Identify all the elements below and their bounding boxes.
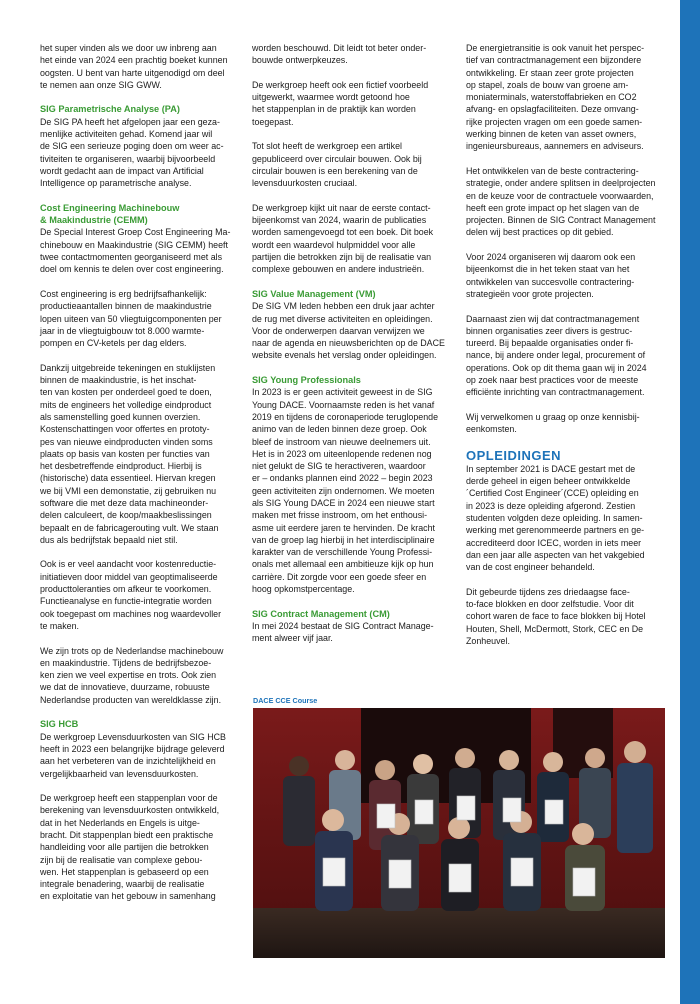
text-line: maken met frisse instroom, om het enthousi- bbox=[252, 510, 428, 521]
text-line: Dankzij uitgebreide tekeningen en stuklijsten bbox=[40, 362, 216, 373]
text-line: de SIG een serieuze poging doen om weer ac- bbox=[40, 141, 224, 152]
text-line: ten van kosten per onderdeel goed te doen, bbox=[40, 387, 212, 398]
text-line: en de keuze voor de contractuele voorwaarden, bbox=[466, 190, 654, 201]
text-line: dat in het Nederlands en Engels is uitge- bbox=[40, 817, 200, 828]
text-line: productieaantallen binnen de maakindustrie bbox=[40, 301, 212, 312]
text-line: mits de engineers het volledige eindproduct bbox=[40, 399, 212, 410]
text-line: asme uit eerdere jaren te hervinden. De kracht bbox=[252, 522, 436, 533]
paragraph bbox=[40, 558, 240, 632]
text-line: Voor 2024 organiseren wij daarom ook een bbox=[466, 252, 636, 263]
text-line: Ook is er veel aandacht voor kostenreductie- bbox=[40, 559, 217, 570]
text-line: animo van de leden binnen deze groep. Ook bbox=[252, 424, 427, 435]
page-edge-bar bbox=[680, 0, 700, 1004]
paragraph bbox=[252, 620, 452, 645]
text-line: Het ontwikkelen van de beste contractering- bbox=[466, 165, 639, 176]
section-heading-pa: SIG Parametrische Analyse (PA) bbox=[40, 104, 180, 115]
text-line: derde geheel in eigen beheer ontwikkelde bbox=[466, 476, 631, 487]
text-line: wen. Het stappenplan is gebaseerd op een bbox=[40, 866, 209, 877]
text-line: aan het verbeteren van de inzichtelijkheid en bbox=[40, 756, 216, 767]
text-line: pes van nieuwe eindproducten vinden soms bbox=[40, 436, 213, 447]
text-line: Tot slot heeft de werkgroep een artikel bbox=[252, 141, 402, 152]
text-line: afvang- en opslagfaciliteiten. Deze omvang- bbox=[466, 104, 639, 115]
text-line: vergelijkbaarheid van levensduurkosten. bbox=[40, 768, 199, 779]
text-line: cohort waren de face to face blokken bij Hotel bbox=[466, 611, 646, 622]
text-line: carrière. Dit zorgde voor een goede sfeer en bbox=[252, 571, 427, 582]
paragraph bbox=[466, 411, 666, 436]
text-line: Nederlandse producten van wereldklasse zijn. bbox=[40, 694, 222, 705]
text-line: binnen de maakindustrie, is het inschat- bbox=[40, 375, 197, 386]
text-line: Dit gebeurde tijdens zes driedaagse face- bbox=[466, 586, 630, 597]
text-line: oogsten. U bent van harte uitgenodigd om deel bbox=[40, 67, 225, 78]
text-line: strategieën voor grote projecten. bbox=[466, 288, 594, 299]
paragraph bbox=[40, 792, 240, 903]
text-line: Houten, Shell, McDermott, Stork, CEC en De bbox=[466, 623, 644, 634]
text-line: bouwde ontwerpkeuzes. bbox=[252, 55, 348, 66]
text-line: De werkgroep heeft ook een fictief voorbeeld bbox=[252, 79, 429, 90]
text-line: in 2023 is deze opleiding afgerond. Zestien bbox=[466, 500, 636, 511]
paragraph bbox=[252, 386, 452, 595]
text-line: op stapel, zoals de bouw van groene am- bbox=[466, 79, 629, 90]
text-line: wordt gedacht aan de impact van Artificial bbox=[40, 165, 204, 176]
text-line: pompen en CV-ketels per dag elders. bbox=[40, 338, 187, 349]
text-line: hoog opkomstpercentage. bbox=[252, 584, 355, 595]
text-line: Intelligence op parametrische analyse. bbox=[40, 178, 192, 189]
text-line: (historische) data essentieel. Hiervan kregen bbox=[40, 473, 216, 484]
paragraph bbox=[252, 202, 452, 276]
text-line: op zoek naar best practices voor de meeste bbox=[466, 375, 639, 386]
section-heading-hcb: SIG HCB bbox=[40, 719, 79, 730]
text-line: Wij verwelkomen u graag op onze kennisbij- bbox=[466, 411, 640, 422]
text-line: en maakindustrie. Tijdens de bedrijfsbezoe- bbox=[40, 657, 212, 668]
text-line: worden samengevoegd tot een boek. Dit boek bbox=[252, 227, 434, 238]
text-line: ingenieursbureaus, aannemers en adviseurs. bbox=[466, 141, 644, 152]
group-photo bbox=[253, 708, 665, 958]
text-line: onals met allemaal een ambitieuze kijk op hun bbox=[252, 559, 434, 570]
text-line: chinebouw en Maakindustrie (SIG CEMM) heeft bbox=[40, 239, 228, 250]
paragraph bbox=[466, 463, 666, 574]
text-line: De energietransitie is ook vanuit het perspec- bbox=[466, 43, 645, 53]
text-line: van de cost engineer behandeld. bbox=[466, 562, 595, 573]
text-line: circulair bouwen is een berekening van de bbox=[252, 165, 418, 176]
paragraph bbox=[40, 116, 240, 190]
text-line: wordt een waardevol hulpmiddel voor alle bbox=[252, 239, 416, 250]
text-line: het super vinden als we door uw inbreng aan bbox=[40, 43, 217, 53]
paragraph bbox=[40, 731, 240, 780]
text-line: Functieanalyse en functie-integratie worden bbox=[40, 596, 212, 607]
text-line: bracht. Dit stappenplan biedt een praktische bbox=[40, 830, 214, 840]
text-line: De werkgroep kijkt uit naar de eerste contact- bbox=[252, 202, 431, 213]
text-line: dus als bedrijfstak bepaald niet stil. bbox=[40, 534, 178, 545]
text-line: ontwikkelen van succesvolle contractering- bbox=[466, 276, 635, 287]
text-line: ontwikkeling. Er staan zeer grote projecten bbox=[466, 67, 634, 78]
text-line: producttoleranties om afkeur te voorkomen. bbox=[40, 584, 212, 595]
text-line: website evenals het verslag onder opleidingen. bbox=[252, 350, 437, 361]
section-heading-opleidingen: OPLEIDINGEN bbox=[466, 447, 562, 463]
text-line: binnen organisaties zeer divers is gestruc- bbox=[466, 325, 633, 336]
text-line: berekening van levensduurkosten ontwikkeld, bbox=[40, 805, 220, 816]
paragraph bbox=[40, 362, 240, 546]
text-line: toegepast. bbox=[252, 116, 294, 127]
text-line: werking binnen de keten van asset owners, bbox=[466, 129, 637, 140]
text-line: naar de agenda en nieuwsberichten op de DACE bbox=[252, 338, 445, 349]
paragraph bbox=[466, 42, 666, 153]
text-line: en exploitatie van het gebouw in samenhang bbox=[40, 891, 216, 902]
text-line: De SIG PA heeft het afgelopen jaar een geza- bbox=[40, 116, 220, 127]
text-line: te maken. bbox=[40, 620, 79, 631]
text-line: dan een jaar alle aspecten van het vakgebied bbox=[466, 549, 645, 560]
text-line: tureerd. Bij bepaalde organisaties onder fi- bbox=[466, 338, 634, 349]
text-line: uitgewerkt, waarmee wordt getoond hoe bbox=[252, 92, 410, 103]
text-line: als SIG Young DACE in 2024 een nieuwe start bbox=[252, 497, 435, 508]
text-column-3 bbox=[466, 42, 666, 647]
text-column-1 bbox=[40, 42, 240, 903]
text-line: de rug met diverse activiteiten en opleidingen. bbox=[252, 313, 433, 324]
text-line: De werkgroep Levensduurkosten van SIG HCB bbox=[40, 731, 226, 742]
text-line: gepubliceerd over circulair bouwen. Ook bij bbox=[252, 153, 422, 164]
text-line: complexe gebouwen en andere industrieën. bbox=[252, 264, 425, 275]
text-line: niet gelukt de SIG te heractiveren, waardoor bbox=[252, 461, 426, 472]
paragraph bbox=[466, 586, 666, 647]
text-line: studenten volgden deze opleiding. In samen- bbox=[466, 512, 643, 523]
text-line: van de groep lag hierbij in het interdisciplinaire bbox=[252, 534, 435, 545]
text-line: handleiding voor alle partijen die betrokken bbox=[40, 842, 209, 853]
text-line: ´Certified Cost Engineer´(CCE) opleiding en bbox=[466, 488, 639, 499]
text-line: doel om kennis te delen over cost engineering. bbox=[40, 264, 224, 275]
text-line: lopen uiteen van 50 vliegtuigcomponenten per bbox=[40, 313, 222, 324]
text-line: projecten. Binnen de SIG Contract Management bbox=[466, 215, 656, 226]
text-line: Kostenschattingen voor offertes en prototy- bbox=[40, 424, 210, 435]
text-line: zijn bij de realisatie van complexe gebou- bbox=[40, 854, 203, 865]
text-line: bijeenkomst van 2024, waarin de publicaties bbox=[252, 215, 427, 226]
text-line: Cost Engineering Machinebouw bbox=[40, 202, 180, 213]
text-line: De Special Interest Groep Cost Engineering Ma- bbox=[40, 227, 231, 238]
photo-caption: DACE CCE Course bbox=[253, 696, 318, 705]
text-line: heeft in 2023 een belangrijke bijdrage geleverd bbox=[40, 743, 225, 754]
text-line: eenkomsten. bbox=[466, 424, 517, 435]
text-line: De SIG VM leden hebben een druk jaar achter bbox=[252, 301, 435, 312]
text-line: delen wij best practices op dit gebied. bbox=[466, 227, 614, 238]
text-line: worden beschouwd. Dit leidt tot beter onder- bbox=[252, 43, 427, 53]
text-line: als samenstelling goed kunnen overzien. bbox=[40, 411, 201, 422]
paragraph bbox=[40, 42, 240, 91]
text-line: het desbetreffende eindproduct. Hierbij is bbox=[40, 461, 202, 472]
text-line: delen calculeert, de koop/maakbeslissingen bbox=[40, 510, 212, 521]
paragraph bbox=[252, 300, 452, 361]
text-line: heeft een grote impact op het slagen van de bbox=[466, 202, 640, 213]
text-line: tiviteiten te organiseren, waarbij bijvoorbeeld bbox=[40, 153, 216, 164]
paragraph bbox=[466, 165, 666, 239]
paragraph bbox=[40, 226, 240, 275]
text-line: we dat de innovatieve, duurzame, robuuste bbox=[40, 682, 210, 693]
text-line: bepaalt en de fabricagerouting vult. We staan bbox=[40, 522, 219, 533]
text-line: partijen die betrokken zijn bij de realisatie van bbox=[252, 252, 432, 263]
text-line: menlijke activiteiten gehad. Komend jaar wil bbox=[40, 129, 213, 140]
section-heading-cm: SIG Contract Management (CM) bbox=[252, 608, 390, 619]
text-line: er – ondanks plannen eind 2022 – begin 2023 bbox=[252, 473, 433, 484]
text-line: het stappenplan in de praktijk kan worden bbox=[252, 104, 416, 115]
text-line: In 2023 is er geen activiteit geweest in de SIG bbox=[252, 387, 433, 398]
text-line: software die met deze data machineonder- bbox=[40, 497, 209, 508]
text-line: operations. Ook op dit thema gaan wij in 2024 bbox=[466, 362, 647, 373]
text-line: levensduurkosten cruciaal. bbox=[252, 178, 358, 189]
section-heading-vm: SIG Value Management (VM) bbox=[252, 288, 376, 299]
text-line: Cost engineering is erg bedrijfsafhankelijk: bbox=[40, 288, 207, 299]
text-line: twee contactmomenten georganiseerd met als bbox=[40, 252, 223, 263]
paragraph bbox=[40, 645, 240, 706]
text-line: ken zien we veel expertise en trots. Ook zien bbox=[40, 670, 217, 681]
text-column-2 bbox=[252, 42, 452, 645]
text-line: Daarnaast zien wij dat contractmanagement bbox=[466, 313, 640, 324]
text-line: We zijn trots op de Nederlandse machinebouw bbox=[40, 645, 224, 656]
text-line: Zonheuvel. bbox=[466, 635, 510, 646]
text-line: integrale benadering, waarbij de realisatie bbox=[40, 879, 205, 890]
paragraph bbox=[40, 288, 240, 349]
text-line: initiatieven door middel van geoptimaliseerde bbox=[40, 571, 218, 582]
section-heading-cemm bbox=[40, 202, 240, 227]
text-line: & Maakindustrie (CEMM) bbox=[40, 215, 148, 226]
text-line: to-face blokken en door zelfstudie. Voor dit bbox=[466, 599, 634, 610]
text-line: Young DACE. Voornaamste reden is het vanaf bbox=[252, 399, 435, 410]
paragraph bbox=[466, 313, 666, 399]
paragraph bbox=[466, 251, 666, 300]
text-line: ook toegepast om machines nog waardevoller bbox=[40, 608, 222, 619]
section-heading-yp: SIG Young Professionals bbox=[252, 375, 361, 386]
text-line: plaats op basis van kosten per functies van bbox=[40, 448, 210, 459]
text-line: geen activiteiten zijn ondernomen. We moeten bbox=[252, 485, 435, 496]
text-line: het einde van 2024 een prachtig boeket kunnen bbox=[40, 55, 228, 66]
text-line: accrediteerd door ICEC, worden in iets meer bbox=[466, 537, 642, 548]
paragraph bbox=[252, 79, 452, 128]
text-line: te nemen aan onze SIG GWW. bbox=[40, 79, 162, 90]
text-line: ment alweer vijf jaar. bbox=[252, 633, 333, 644]
text-line: werking met gerenommeerde partners en ge- bbox=[466, 525, 645, 536]
text-line: De werkgroep heeft een stappenplan voor de bbox=[40, 793, 218, 804]
text-line: In september 2021 is DACE gestart met de bbox=[466, 463, 636, 474]
text-line: rijke projecten vragen om een goede samen- bbox=[466, 116, 643, 127]
text-line: Het is in 2023 om uiteenlopende redenen nog bbox=[252, 448, 432, 459]
text-line: jaar in de vliegtuigbouw tot 8.000 warmte- bbox=[40, 325, 205, 336]
text-line: bijeenkomst die in het teken staat van het bbox=[466, 264, 630, 275]
text-line: bleef de instroom van nieuwe deelnemers uit. bbox=[252, 436, 431, 447]
paragraph bbox=[252, 140, 452, 189]
text-line: efficiënte inrichting van contractmanagement. bbox=[466, 387, 645, 398]
text-line: moniaterminals, waterstoffabrieken en CO2 bbox=[466, 92, 637, 103]
text-line: karakter van de verschillende Young Professi- bbox=[252, 547, 433, 558]
group-photo-illustration bbox=[253, 708, 665, 958]
paragraph bbox=[252, 42, 452, 67]
text-line: tief van contractmanagement een bijzondere bbox=[466, 55, 642, 66]
text-line: we bij VMI een demonstatie, zij gebruiken nu bbox=[40, 485, 217, 496]
text-line: strategie, onder andere splitsen in deelprojecten bbox=[466, 178, 656, 189]
text-line: nance, bij andere onder legal, procurement of bbox=[466, 350, 646, 361]
text-line: Voor de onderwerpen daarvan verwijzen we bbox=[252, 325, 425, 336]
text-line: 2019 en tijdens de coronaperiode teruglopende bbox=[252, 411, 439, 422]
text-line: In mei 2024 bestaat de SIG Contract Manage- bbox=[252, 620, 434, 631]
